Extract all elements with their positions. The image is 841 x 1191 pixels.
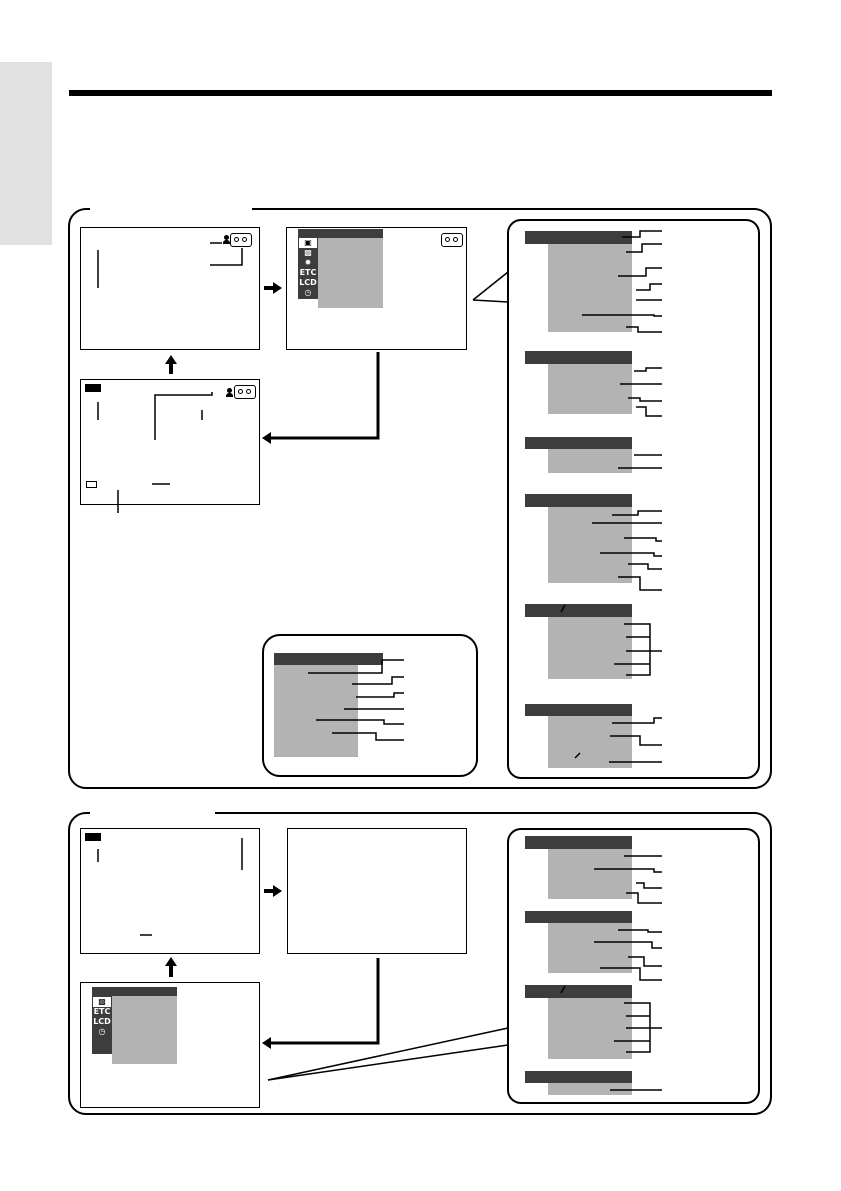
clock-icon: ◷ [98,1027,106,1036]
callout-line [473,272,508,300]
callout-line [268,1028,508,1080]
etc-icon: ETC [93,1007,111,1016]
callout-line [473,300,508,302]
indicator-line [210,248,242,265]
effect-icon: ✹ [304,258,312,267]
menu-return-line [268,352,378,438]
indicator-line [155,392,212,440]
camera-icon: ▣ [299,238,317,248]
menu-return-line [268,958,378,1043]
etc-icon: ETC [299,268,317,277]
lcd-icon: LCD [93,1017,111,1026]
camera-photo-icon: ▩ [304,248,312,257]
callout-line [268,1045,508,1080]
lcd-icon: LCD [299,278,317,287]
clock-icon: ◷ [304,288,312,297]
tape-icon: ▩ [93,997,111,1007]
